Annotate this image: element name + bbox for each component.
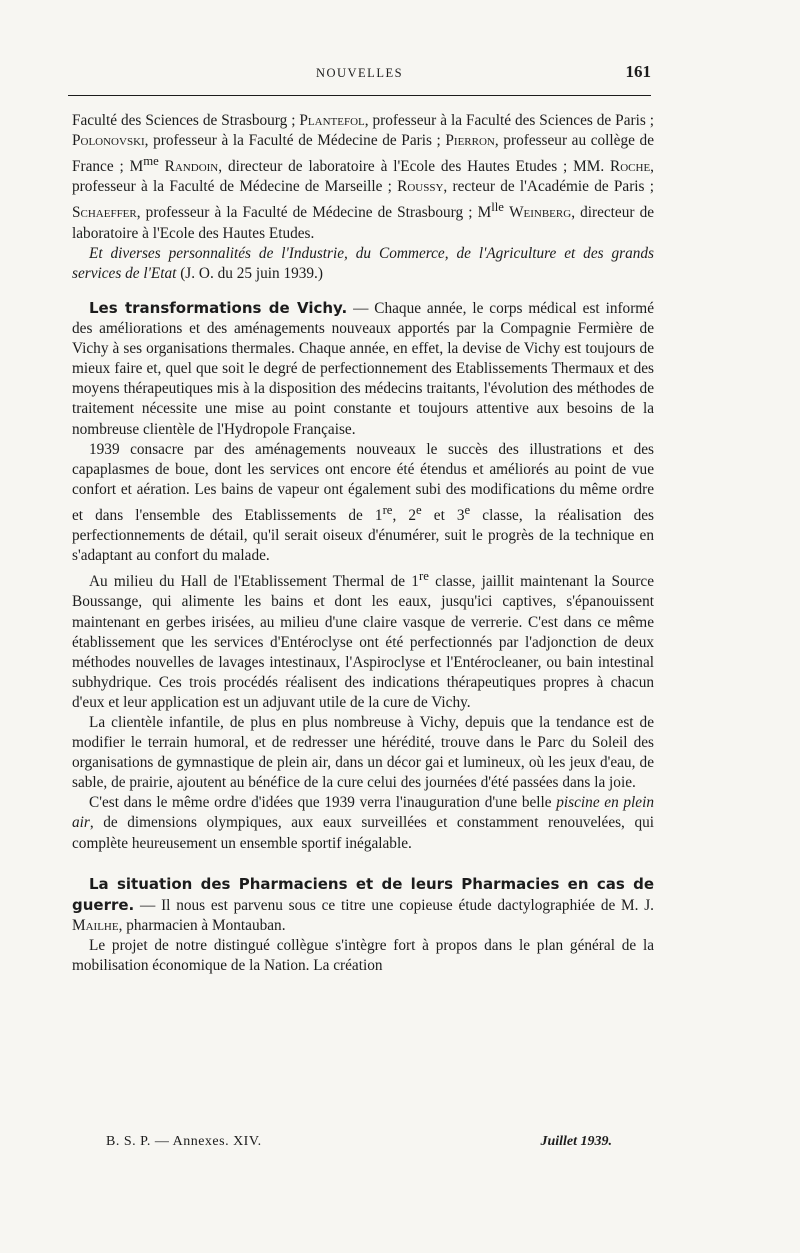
page-footer bbox=[106, 1134, 612, 1154]
header-rule bbox=[68, 95, 651, 96]
person-name: Mailhe bbox=[72, 916, 119, 934]
paragraph-vichy-2: 1939 consacre par des aménagements nouveaux le succès des illustrations et des capaplasmes de boue, dont les services ont encore été étendus et améliorés au point de vue confort et aération. Les bains de vapeur ont également subi des modifications du même ordre et dans l'ensemble des Etablissements de 1re, 2e et 3e classe, la réalisation des perfectionnements de détail, qu'il serait oiseux d'énumérer, suit le progrès de la technique en s'adaptant au confort du malade. bbox=[72, 440, 655, 565]
page-number: 161 bbox=[625, 62, 651, 81]
person-name: Plantefol bbox=[299, 112, 365, 129]
paragraph-vichy-3: Au milieu du Hall de l'Etablissement Thermal de 1re classe, jaillit maintenant la Source Boussange, qui alimente les bains et dont les eaux, jusqu'ici captives, s'épanouissent maintenant en gerbes irisées, au milieu d'une claire vasque de verrerie. C'est dans ce même établissement que les services d'Entéroclyse ont été perfectionnés par l'adjonction de deux méthodes nouvelles de lavages intestinaux, l'Aspiroclyse et l'Entérocleaner, ou bain intestinal subhydrique. Ces trois procédés réalisent des indications thérapeutiques propres à chacun d'eux et leur application est un adjuvant utile de la cure de Vichy. bbox=[72, 569, 655, 711]
person-name: Randoin bbox=[164, 158, 219, 176]
footer-journal: B. S. P. — Annexes. XIV. bbox=[106, 1134, 262, 1149]
paragraph-names: Faculté des Sciences de Strasbourg ; Plantefol, professeur à la Faculté des Sciences de Paris ; Polonovski, professeur à la Faculté de Médecine de Paris ; Pierron, professeur au collège de France ; $M^{me}$ Randoin, directeur de laboratoire à l'Ecole des Hautes Etudes ; MM. Roche, professeur à la Faculté de Médecine de Marseille ; Roussy, recteur de l'Académie de Paris ; Schaeffer, professeur à la Faculté de Médecine de Strasbourg ; $M^{lle}$ Weinberg, directeur de laboratoire à l'Ecole des Hautes Etudes. bbox=[72, 112, 655, 242]
paragraph-pharma-2: Le projet de notre distingué collègue s'intègre fort à propos dans le plan général de la mobilisation économique de la Nation. La création bbox=[72, 936, 654, 975]
paragraph-vichy-5: C'est dans le même ordre d'idées que 1939 verra l'inauguration d'une belle piscine en plein air, de dimensions olympiques, aux eaux surveillées et constamment renouvelées, qui complète heureusement un ensemble sportif inégalable. bbox=[72, 794, 654, 852]
person-name: Polonovski bbox=[72, 132, 145, 150]
person-name: Roche bbox=[610, 158, 651, 176]
paragraph-vichy-intro: Les transformations de Vichy. — Chaque année, le corps médical est informé des améliorations et des aménagements nouveaux apportés par la Compagnie Fermière de Vichy à ses organisations thermales. Chaque année, en effet, la devise de Vichy est toujours de mieux faire et, quel que soit le degré de perfectionnement des Etablissements Thermaux et des moyens thérapeutiques mis à la disposition des médecins traitants, l'évolution des méthodes de traitement nécessite une mise au point constante et toujours attentive aux besoins de la nombreuse clientèle de l'Hydropole Française. bbox=[72, 298, 654, 438]
citation: (J. O. du 25 juin 1939.) bbox=[180, 264, 323, 282]
paragraph-vichy-4: La clientèle infantile, de plus en plus nombreuse à Vichy, depuis que la tendance est de modifier le terrain humoral, et de redresser une hérédité, trouve dans le Parc du Soleil des organisations de gymnastique de plein air, dans un décor gai et lumineux, où les jeux d'eau, de sable, de prairie, ajoutent au bénéfice de la cure celui des journées d'été passées dans la joie. bbox=[72, 714, 654, 792]
article-body bbox=[72, 111, 654, 976]
person-name: Weinberg bbox=[509, 204, 572, 222]
footer-date: Juillet 1939. bbox=[540, 1134, 612, 1149]
paragraph-pharma-intro: La situation des Pharmaciens et de leurs Pharmacies en cas de guerre. — Il nous est parvenu sous ce titre une copieuse étude dactylographiée de M. J. Mailhe, pharmacien à Montauban. bbox=[72, 874, 654, 934]
person-name: Pierron bbox=[445, 132, 495, 150]
paragraph-diverses: Et diverses personnalités de l'Industrie, du Commerce, de l'Agriculture et des grands services de l'Etat (J. O. du 25 juin 1939.) bbox=[72, 244, 654, 282]
article-heading: Les transformations de Vichy. bbox=[89, 298, 348, 317]
person-name: Roussy bbox=[397, 178, 444, 196]
article-heading: La situation des Pharmaciens et de leurs Pharmacies en cas de guerre. bbox=[72, 874, 654, 914]
person-name: Schaeffer bbox=[72, 204, 137, 222]
section-title: NOUVELLES bbox=[315, 66, 404, 80]
running-header bbox=[68, 62, 651, 86]
